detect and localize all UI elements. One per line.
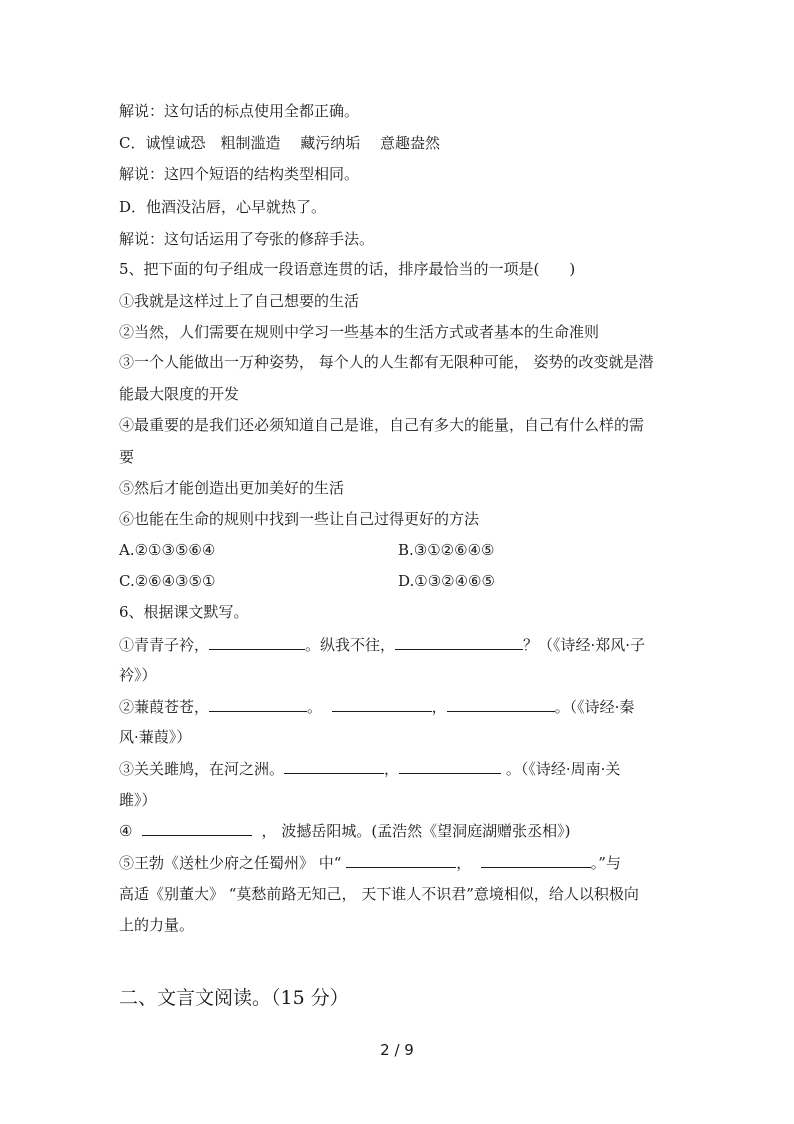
- q6-item-3-text-c: 。（《诗经·周南·关: [505, 760, 621, 778]
- q6-item-2-text-d: 。（《诗经·秦: [554, 698, 635, 716]
- q4-note-b: 解说：这句话的标点使用全都正确。: [119, 102, 360, 120]
- q6-item-3-text-a: ③关关雎鸠，在河之洲。: [119, 760, 285, 778]
- q6-item-5-text-c: 。”与: [590, 854, 621, 872]
- q4-option-c: C．诚惶诚恐 粗制滥造 藏污纳垢 意趣盎然: [119, 134, 441, 152]
- answer-blank-7[interactable]: [399, 759, 501, 774]
- q6-item-2-text-c: ，: [431, 698, 447, 716]
- q6-item-4: [119, 821, 571, 841]
- q6-item-2-text-a: ②蒹葭苍苍，: [119, 698, 210, 716]
- q6-item-3: [119, 759, 620, 779]
- answer-blank-1[interactable]: [209, 635, 305, 650]
- answer-blank-10[interactable]: [481, 853, 591, 868]
- q5-sentence-3a: ③一个人能做出一万种姿势， 每个人的人生都有无限种可能， 姿势的改变就是潜: [119, 353, 654, 371]
- answer-blank-6[interactable]: [284, 759, 384, 774]
- answer-blank-3[interactable]: [209, 697, 307, 712]
- q4-note-d: 解说：这句话运用了夸张的修辞手法。: [119, 230, 375, 248]
- q6-item-1-text-c: ？（《诗经·郑风·子: [523, 636, 646, 654]
- q4-option-d: D．他酒没沾唇，心早就热了。: [119, 198, 327, 216]
- q5-sentence-2: ②当然，人们需要在规则中学习一些基本的生活方式或者基本的生命准则: [119, 323, 600, 341]
- q6-item-5-cont-2: 上的力量。: [119, 916, 195, 934]
- q5-option-b: B.③①②⑥④⑤: [398, 541, 495, 559]
- q5-option-d: D.①③②④⑥⑤: [398, 572, 495, 590]
- section-2-title: 二、文言文阅读。（15 分）: [119, 987, 349, 1009]
- q6-item-4-text-a: ④: [119, 822, 133, 840]
- q5-sentence-6: ⑥也能在生命的规则中找到一些让自己过得更好的方法: [119, 510, 480, 528]
- q4-note-c: 解说：这四个短语的结构类型相同。: [119, 165, 360, 183]
- q5-option-c: C.②⑥④③⑤①: [119, 572, 216, 590]
- q5-sentence-4b: 要: [119, 448, 135, 466]
- q6-item-3-cont: 雎》）: [119, 791, 157, 809]
- q6-item-2-text-b: 。: [307, 698, 323, 716]
- q6-item-5-text-a: ⑤王勃《送杜少府之任蜀州》 中“: [119, 854, 342, 872]
- q6-item-5: [119, 853, 621, 873]
- q6-item-1-cont: 衿》）: [119, 666, 157, 684]
- q6-item-5-text-b: ，: [456, 854, 472, 872]
- q5-sentence-1: ①我就是这样过上了自己想要的生活: [119, 292, 360, 310]
- q6-item-4-text-b: ， 波撼岳阳城。(孟浩然《望洞庭湖赠张丞相》): [261, 822, 571, 840]
- q6-item-1-text-b: 。纵我不往，: [305, 636, 396, 654]
- q6-item-3-text-b: ，: [384, 760, 400, 778]
- q6-item-5-cont-1: 高适《别董大》 “莫愁前路无知己， 天下谁人不识君”意境相似，给人以积极向: [119, 885, 639, 903]
- page-number: 2 / 9: [380, 1041, 414, 1059]
- q6-item-2-cont: 风·蒹葭》）: [119, 728, 192, 746]
- answer-blank-4[interactable]: [332, 697, 432, 712]
- q6-stem: 6、根据课文默写。: [119, 603, 249, 621]
- q5-option-a: A.②①③⑤⑥④: [119, 541, 216, 559]
- q5-stem: 5、把下面的句子组成一段语意连贯的话，排序最恰当的一项是( ): [119, 260, 576, 278]
- answer-blank-9[interactable]: [346, 853, 456, 868]
- q6-item-2: [119, 697, 634, 717]
- q6-item-1-text-a: ①青青子衿，: [119, 636, 210, 654]
- answer-blank-2[interactable]: [395, 635, 523, 650]
- answer-blank-8[interactable]: [142, 821, 252, 836]
- q6-item-1: [119, 635, 645, 655]
- q5-sentence-5: ⑤然后才能创造出更加美好的生活: [119, 479, 345, 497]
- answer-blank-5[interactable]: [447, 697, 555, 712]
- q5-sentence-3b: 能最大限度的开发: [119, 385, 240, 403]
- q5-sentence-4a: ④最重要的是我们还必须知道自己是谁，自己有多大的能量，自己有什么样的需: [119, 416, 645, 434]
